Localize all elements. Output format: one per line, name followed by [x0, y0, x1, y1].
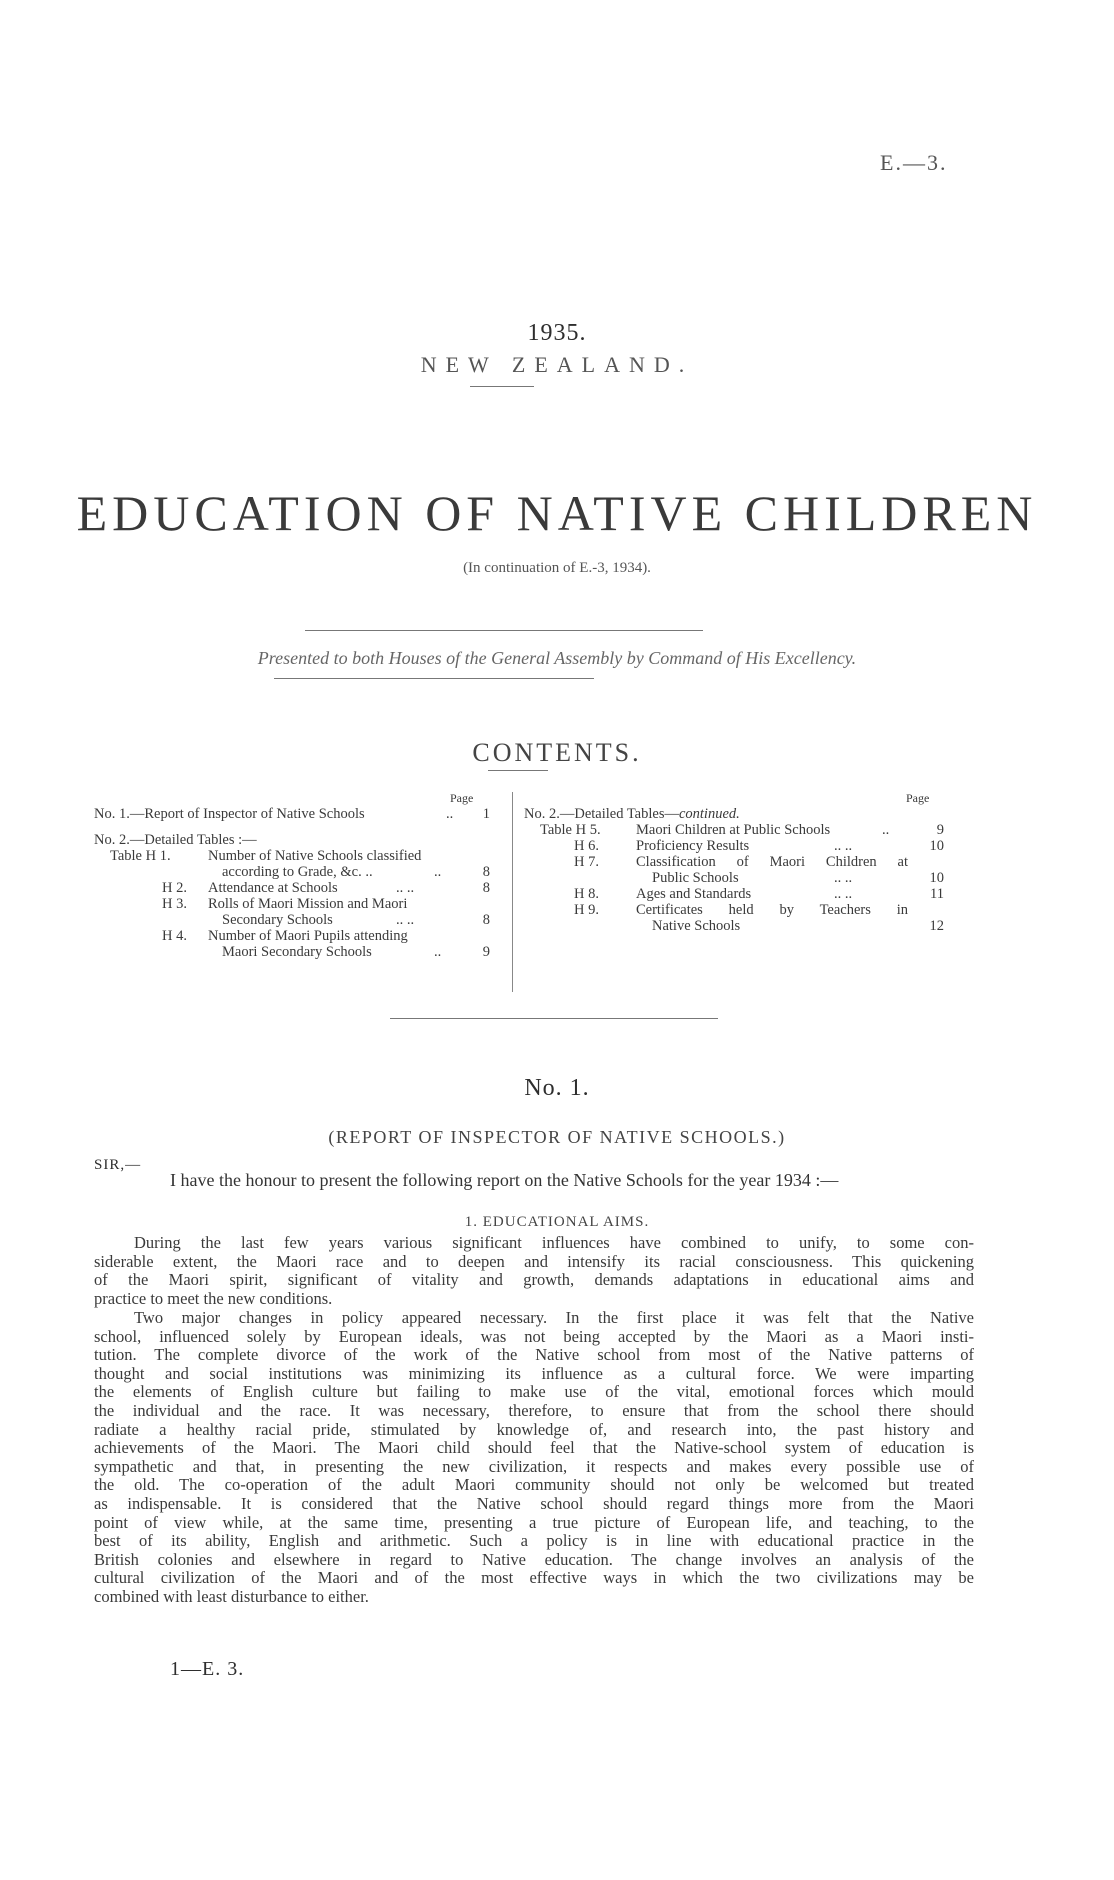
- text-line: as indispensable. It is considered that the Native school should regard things more from the Maori: [94, 1493, 974, 1513]
- toc-page: 10: [929, 870, 944, 886]
- toc-page: 12: [929, 918, 944, 934]
- page-label-right: Page: [906, 791, 930, 805]
- document-title: EDUCATION OF NATIVE CHILDREN: [76, 485, 1038, 541]
- toc-table-title: Maori Secondary Schools: [222, 944, 372, 960]
- paragraph-2: [94, 1309, 974, 1607]
- toc-page: 11: [930, 886, 944, 902]
- section-heading: 1. EDUCATIONAL AIMS.: [464, 1214, 650, 1230]
- toc-dots: .. ..: [396, 880, 415, 896]
- text-line: sympathetic and that, in presenting the new civilization, it respects and makes every possible use of: [94, 1456, 974, 1476]
- toc-table-label: H 3.: [162, 896, 187, 912]
- page-label-left: Page: [450, 791, 474, 805]
- text-line: radiate a healthy racial pride, stimulated by knowledge of, and research into, the past history and: [94, 1419, 974, 1439]
- text-line: school, influenced solely by European ideals, was not being accepted by the Maori as a Maori insti-: [94, 1326, 974, 1346]
- toc-table-title: Secondary Schools: [222, 912, 333, 928]
- toc-table-title: Certificates held by Teachers in: [636, 902, 908, 918]
- toc-table-label: H 2.: [162, 880, 187, 896]
- intro-sentence: I have the honour to present the following report on the Native Schools for the year 1934 :—: [170, 1170, 839, 1190]
- toc-heading-continued: continued.: [678, 806, 740, 822]
- text-line: During the last few years various significant influences have combined to unify, to some con-: [134, 1233, 974, 1252]
- toc-table-title: Proficiency Results: [636, 838, 750, 854]
- toc-table-title: Number of Native Schools classified: [208, 848, 422, 864]
- report-heading: (REPORT OF INSPECTOR OF NATIVE SCHOOLS.): [328, 1127, 786, 1147]
- toc-table-label: H 9.: [574, 902, 599, 918]
- toc-table-title: Ages and Standards: [636, 886, 752, 902]
- contents-heading: CONTENTS.: [472, 738, 642, 767]
- text-line: tution. The complete divorce of the work of the Native school from most of the Native patterns of: [94, 1345, 974, 1365]
- toc-page: 10: [929, 838, 944, 854]
- country-name: NEW ZEALAND.: [420, 352, 694, 377]
- toc-table-label: H 8.: [574, 886, 599, 902]
- toc-page: 9: [482, 944, 490, 960]
- text-line: British colonies and elsewhere in regard to Native education. The change involves an analysis of the: [94, 1549, 974, 1569]
- toc-heading-prefix: No. 2.—Detailed Tables—: [524, 806, 679, 822]
- toc-page: 8: [482, 912, 490, 928]
- text-line: point of view while, at the same time, presenting a true picture of European life, and teaching, to the: [94, 1512, 974, 1532]
- toc-table-label: Table H 1.: [110, 848, 171, 864]
- divider-section: [390, 1018, 718, 1019]
- toc-page: 9: [936, 822, 944, 838]
- document-reference: E.—3.: [880, 150, 948, 175]
- toc-dots: .. ..: [834, 838, 853, 854]
- text-line: achievements of the Maori. The Maori child should feel that the Native-school system of education is: [94, 1438, 974, 1458]
- text-line: thought and social institutions was minimizing its influence as a cultural force. We were imparting: [94, 1363, 974, 1383]
- report-number: No. 1.: [524, 1075, 590, 1101]
- toc-table-title: Attendance at Schools: [208, 880, 338, 896]
- publication-year: 1935.: [527, 320, 587, 346]
- toc-table-title: according to Grade, &c. ..: [222, 864, 373, 880]
- toc-table-title: Rolls of Maori Mission and Maori: [208, 896, 408, 912]
- footer-reference: 1—E. 3.: [170, 1658, 245, 1680]
- text-line: of the Maori spirit, significant of vitality and growth, demands adaptations in educational aims and: [94, 1270, 974, 1290]
- toc-page: 8: [482, 880, 490, 896]
- toc-dots: .. ..: [834, 870, 853, 886]
- text-line: Two major changes in policy appeared necessary. In the first place it was felt that the Native: [134, 1308, 974, 1327]
- toc-item-detailed-tables: No. 2.—Detailed Tables :—: [94, 832, 257, 848]
- text-line: siderable extent, the Maori race and to deepen and intensify its racial consciousness. This quickening: [94, 1251, 974, 1271]
- toc-dots: ..: [434, 944, 442, 960]
- salutation: SIR,—: [94, 1157, 142, 1173]
- document-subtitle: (In continuation of E.-3, 1934).: [463, 560, 651, 576]
- text-line: practice to meet the new conditions.: [94, 1288, 333, 1308]
- toc-item-report: No. 1.—Report of Inspector of Native Schools: [94, 806, 365, 822]
- text-line: the elements of English culture but failing to make use of the vital, emotional forces which mould: [94, 1382, 974, 1402]
- toc-table-title: Number of Maori Pupils attending: [208, 928, 408, 944]
- toc-table-title: Native Schools: [652, 918, 741, 934]
- toc-page: 8: [482, 864, 490, 880]
- toc-table-label: Table H 5.: [540, 822, 601, 838]
- toc-table-title: Maori Children at Public Schools: [636, 822, 831, 838]
- toc-table-title: Public Schools: [652, 870, 739, 886]
- toc-table-label: H 7.: [574, 854, 599, 870]
- text-line: best of its ability, English and arithmetic. Such a policy is in line with educational practice in the: [94, 1531, 974, 1551]
- toc-dots: ..: [434, 864, 442, 880]
- toc-dots: ..: [882, 822, 890, 838]
- toc-dots: ..: [446, 806, 454, 822]
- toc-item-detailed-tables-continued: [524, 806, 740, 823]
- toc-dots: .. ..: [834, 886, 853, 902]
- toc-table-title: Classification of Maori Children at: [636, 854, 908, 870]
- text-line: the old. The co-operation of the adult Maori community should not only be welcomed but treated: [94, 1475, 974, 1495]
- text-line: cultural civilization of the Maori and of the most effective ways in which the two civilizations may be: [94, 1568, 974, 1588]
- presented-statement: Presented to both Houses of the General Assembly by Command of His Excellency.: [257, 648, 857, 668]
- toc-dots: .. ..: [396, 912, 415, 928]
- toc-table-label: H 4.: [162, 928, 187, 944]
- text-line: combined with least disturbance to either.: [94, 1586, 369, 1606]
- toc-table-label: H 6.: [574, 838, 599, 854]
- text-line: the individual and the race. It was necessary, therefore, to ensure that from the school there should: [94, 1400, 974, 1420]
- paragraph-1: [94, 1234, 974, 1308]
- toc-page: 1: [482, 806, 490, 822]
